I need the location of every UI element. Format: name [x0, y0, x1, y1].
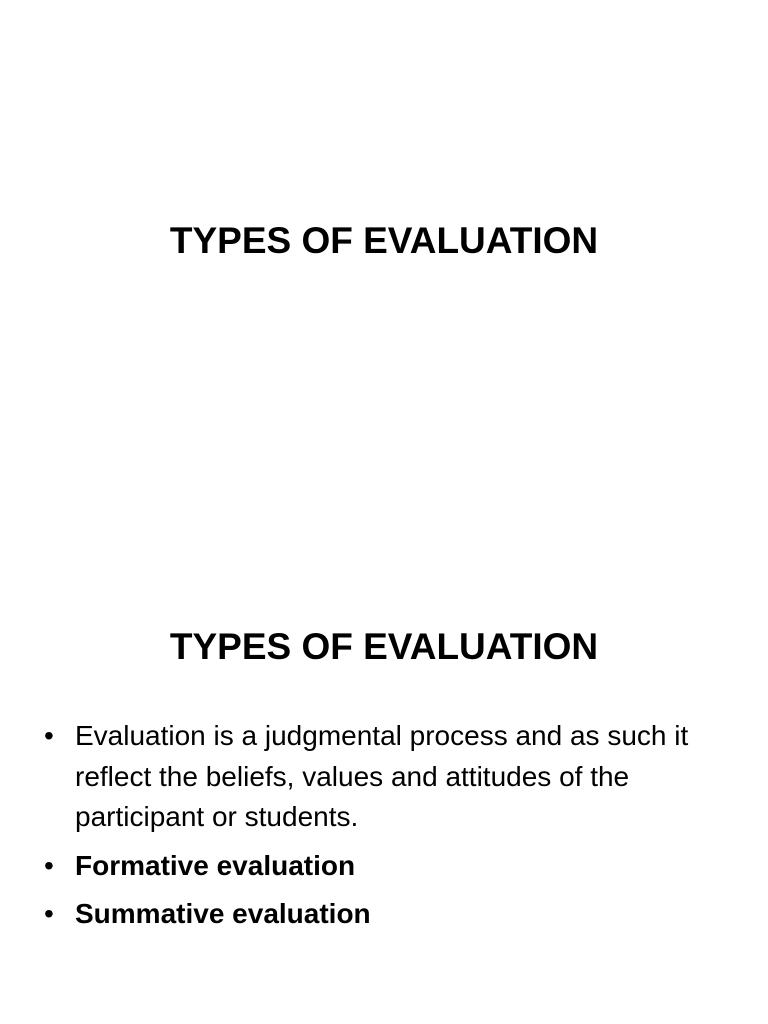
bullet-marker: • [44, 849, 54, 881]
bullet-item [44, 846, 734, 887]
bullet-list [44, 716, 734, 943]
bullet-text: Evaluation is a judgmental process and as such it reflect the beliefs, values and attitudes of the participant or students. [75, 720, 689, 832]
slide-2 [0, 480, 768, 1024]
bullet-item [44, 716, 734, 838]
bullet-marker: • [44, 720, 54, 751]
slide-title: TYPES OF EVALUATION [169, 626, 599, 667]
bullet-marker: • [44, 898, 54, 929]
slide-1 [0, 0, 768, 480]
bullet-item [44, 894, 734, 935]
slide-title: TYPES OF EVALUATION [169, 220, 599, 261]
bullet-text: Summative evaluation [75, 898, 371, 929]
bullet-text: Formative evaluation [75, 849, 356, 881]
